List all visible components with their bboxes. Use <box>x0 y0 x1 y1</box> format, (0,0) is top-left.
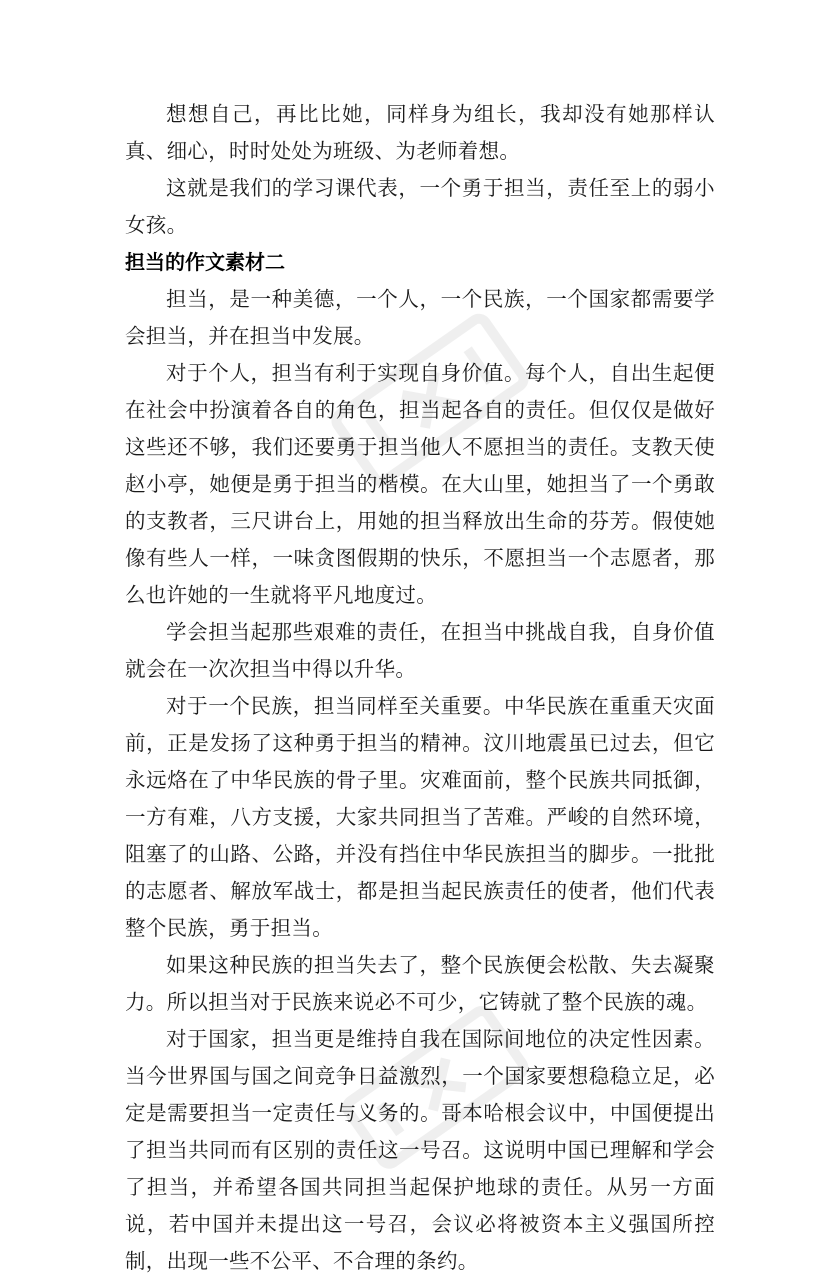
paragraph: 对于一个民族，担当同样至关重要。中华民族在重重天灾面前，正是发扬了这种勇于担当的精神。汶川地震虽已过去，但它永远烙在了中华民族的骨子里。灾难面前，整个民族共同抵御，一方有难，八方支援，大家共同担当了苦难。严峻的自然环境，阻塞了的山路、公路，并没有挡住中华民族担当的脚步。一批批的志愿者、解放军战士，都是担当起民族责任的使者，他们代表整个民族，勇于担当。 <box>125 694 715 940</box>
paragraph: 对于个人，担当有利于实现自身价值。每个人，自出生起便在社会中扮演着各自的角色，担当起各自的责任。但仅仅是做好这些还不够，我们还要勇于担当他人不愿担当的责任。支教天使赵小亭，她便是勇于担当的楷模。在大山里，她担当了一个勇敢的支教者，三尺讲台上，用她的担当释放出生命的芬芳。假使她像有些人一样，一味贪图假期的快乐，不愿担当一个志愿者，那么也许她的一生就将平凡地度过。 <box>125 361 715 607</box>
document-body <box>125 96 715 1280</box>
paragraph: 对于国家，担当更是维持自我在国际间地位的决定性因素。当今世界国与国之间竞争日益激烈，一个国家要想稳稳立足，必定是需要担当一定责任与义务的。哥本哈根会议中，中国便提出了担当共同而有区别的责任这一号召。这说明中国已理解和学会了担当，并希望各国共同担当起保护地球的责任。从另一方面说，若中国并未提出这一号召，会议必将被资本主义强国所控制，出现一些不公平、不合理的条约。 <box>125 1027 715 1273</box>
paragraph: 担当，是一种美德，一个人，一个民族，一个国家都需要学会担当，并在担当中发展。 <box>125 287 715 348</box>
paragraph: 如果这种民族的担当失去了，整个民族便会松散、失去凝聚力。所以担当对于民族来说必不可少，它铸就了整个民族的魂。 <box>125 953 715 1014</box>
paragraph: 想想自己，再比比她，同样身为组长，我却没有她那样认真、细心，时时处处为班级、为老师着想。 <box>125 102 715 163</box>
paragraph: 这就是我们的学习课代表，一个勇于担当，责任至上的弱小女孩。 <box>125 176 715 237</box>
section-heading: 担当的作文素材二 <box>125 250 285 274</box>
paragraph: 学会担当起那些艰难的责任，在担当中挑战自我，自身价值就会在一次次担当中得以升华。 <box>125 620 715 681</box>
